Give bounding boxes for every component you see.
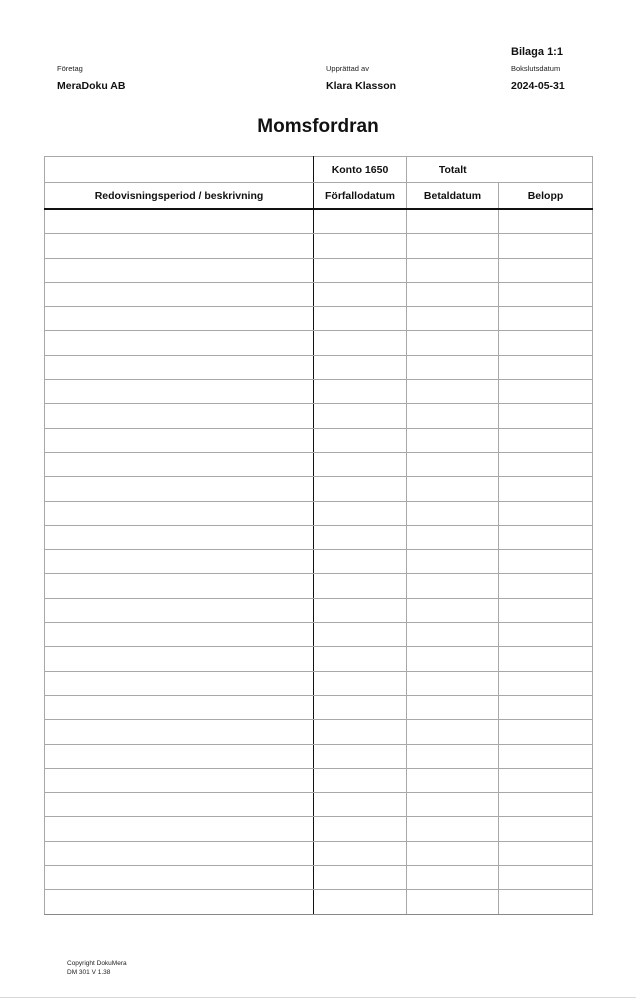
cell-due-date bbox=[314, 452, 407, 476]
cell-paid-date bbox=[407, 404, 499, 428]
cell-amount bbox=[499, 744, 593, 768]
cell-paid-date bbox=[407, 452, 499, 476]
cell-amount bbox=[499, 331, 593, 355]
table-row bbox=[45, 282, 593, 306]
cell-period bbox=[45, 331, 314, 355]
cell-due-date bbox=[314, 598, 407, 622]
cell-paid-date bbox=[407, 817, 499, 841]
cell-period bbox=[45, 598, 314, 622]
cell-amount bbox=[499, 817, 593, 841]
cell-amount bbox=[499, 793, 593, 817]
cell-paid-date bbox=[407, 768, 499, 792]
cell-paid-date bbox=[407, 695, 499, 719]
cell-due-date bbox=[314, 768, 407, 792]
cell-period bbox=[45, 550, 314, 574]
cell-due-date bbox=[314, 209, 407, 234]
cell-due-date bbox=[314, 623, 407, 647]
cell-paid-date bbox=[407, 744, 499, 768]
cell-amount bbox=[499, 647, 593, 671]
table-row bbox=[45, 768, 593, 792]
cell-period bbox=[45, 428, 314, 452]
column-header-due-date: Förfallodatum bbox=[314, 183, 407, 210]
cell-period bbox=[45, 307, 314, 331]
table-row bbox=[45, 234, 593, 258]
cell-due-date bbox=[314, 331, 407, 355]
cell-period bbox=[45, 477, 314, 501]
table-row bbox=[45, 501, 593, 525]
cell-paid-date bbox=[407, 355, 499, 379]
cell-due-date bbox=[314, 793, 407, 817]
cell-paid-date bbox=[407, 623, 499, 647]
cell-due-date bbox=[314, 428, 407, 452]
cell-paid-date bbox=[407, 501, 499, 525]
cell-period bbox=[45, 380, 314, 404]
column-header-period: Redovisningsperiod / beskrivning bbox=[45, 183, 314, 210]
table-row bbox=[45, 550, 593, 574]
table-header-row-columns bbox=[45, 183, 593, 210]
table-row bbox=[45, 209, 593, 234]
cell-period bbox=[45, 501, 314, 525]
cell-period bbox=[45, 768, 314, 792]
cell-period bbox=[45, 623, 314, 647]
header-empty-cell bbox=[45, 157, 314, 183]
cell-amount bbox=[499, 720, 593, 744]
table-row bbox=[45, 841, 593, 865]
cell-due-date bbox=[314, 647, 407, 671]
table-row bbox=[45, 890, 593, 914]
closing-date-label: Bokslutsdatum bbox=[511, 64, 561, 73]
cell-due-date bbox=[314, 404, 407, 428]
cell-paid-date bbox=[407, 866, 499, 890]
cell-period bbox=[45, 744, 314, 768]
cell-amount bbox=[499, 623, 593, 647]
cell-paid-date bbox=[407, 720, 499, 744]
cell-paid-date bbox=[407, 331, 499, 355]
cell-due-date bbox=[314, 282, 407, 306]
cell-paid-date bbox=[407, 647, 499, 671]
table-row bbox=[45, 355, 593, 379]
account-label: Konto 1650 bbox=[314, 157, 407, 183]
cell-due-date bbox=[314, 550, 407, 574]
cell-amount bbox=[499, 477, 593, 501]
table-row bbox=[45, 793, 593, 817]
table-row bbox=[45, 647, 593, 671]
table-row bbox=[45, 623, 593, 647]
cell-amount bbox=[499, 695, 593, 719]
header-empty-cell-right bbox=[499, 157, 593, 183]
table-row bbox=[45, 671, 593, 695]
table-row bbox=[45, 258, 593, 282]
cell-amount bbox=[499, 355, 593, 379]
table-row bbox=[45, 452, 593, 476]
cell-paid-date bbox=[407, 307, 499, 331]
cell-amount bbox=[499, 768, 593, 792]
cell-paid-date bbox=[407, 380, 499, 404]
cell-amount bbox=[499, 598, 593, 622]
closing-date-value: 2024-05-31 bbox=[511, 80, 565, 92]
column-header-paid-date: Betaldatum bbox=[407, 183, 499, 210]
cell-amount bbox=[499, 574, 593, 598]
cell-due-date bbox=[314, 501, 407, 525]
cell-period bbox=[45, 866, 314, 890]
ledger-body bbox=[45, 209, 593, 914]
cell-amount bbox=[499, 501, 593, 525]
cell-due-date bbox=[314, 258, 407, 282]
cell-amount bbox=[499, 404, 593, 428]
cell-paid-date bbox=[407, 234, 499, 258]
cell-amount bbox=[499, 525, 593, 549]
cell-period bbox=[45, 234, 314, 258]
cell-period bbox=[45, 574, 314, 598]
cell-due-date bbox=[314, 307, 407, 331]
table-row bbox=[45, 380, 593, 404]
version-text: DM 301 V 1.38 bbox=[67, 969, 111, 976]
cell-paid-date bbox=[407, 209, 499, 234]
appendix-label: Bilaga 1:1 bbox=[511, 46, 563, 58]
cell-amount bbox=[499, 209, 593, 234]
cell-due-date bbox=[314, 744, 407, 768]
page-title: Momsfordran bbox=[257, 116, 379, 137]
cell-period bbox=[45, 452, 314, 476]
cell-paid-date bbox=[407, 841, 499, 865]
table-row bbox=[45, 331, 593, 355]
table-header-row-top bbox=[45, 157, 593, 183]
cell-amount bbox=[499, 234, 593, 258]
cell-amount bbox=[499, 671, 593, 695]
company-value: MeraDoku AB bbox=[57, 80, 126, 92]
cell-paid-date bbox=[407, 282, 499, 306]
cell-due-date bbox=[314, 866, 407, 890]
cell-amount bbox=[499, 307, 593, 331]
cell-paid-date bbox=[407, 477, 499, 501]
cell-amount bbox=[499, 380, 593, 404]
cell-amount bbox=[499, 841, 593, 865]
cell-period bbox=[45, 404, 314, 428]
table-row bbox=[45, 866, 593, 890]
cell-period bbox=[45, 695, 314, 719]
company-label: Företag bbox=[57, 64, 83, 73]
cell-period bbox=[45, 817, 314, 841]
cell-paid-date bbox=[407, 793, 499, 817]
table-row bbox=[45, 817, 593, 841]
table-row bbox=[45, 477, 593, 501]
cell-amount bbox=[499, 258, 593, 282]
column-header-amount: Belopp bbox=[499, 183, 593, 210]
cell-amount bbox=[499, 428, 593, 452]
cell-paid-date bbox=[407, 525, 499, 549]
cell-period bbox=[45, 525, 314, 549]
table-row bbox=[45, 428, 593, 452]
cell-period bbox=[45, 793, 314, 817]
cell-paid-date bbox=[407, 598, 499, 622]
cell-paid-date bbox=[407, 258, 499, 282]
cell-due-date bbox=[314, 380, 407, 404]
cell-period bbox=[45, 282, 314, 306]
ledger-table bbox=[44, 156, 593, 915]
cell-due-date bbox=[314, 525, 407, 549]
cell-paid-date bbox=[407, 574, 499, 598]
table-row bbox=[45, 574, 593, 598]
cell-due-date bbox=[314, 695, 407, 719]
cell-due-date bbox=[314, 574, 407, 598]
cell-period bbox=[45, 258, 314, 282]
cell-period bbox=[45, 720, 314, 744]
cell-due-date bbox=[314, 890, 407, 914]
cell-amount bbox=[499, 282, 593, 306]
prepared-by-label: Upprättad av bbox=[326, 64, 369, 73]
cell-amount bbox=[499, 452, 593, 476]
cell-due-date bbox=[314, 234, 407, 258]
cell-period bbox=[45, 671, 314, 695]
table-row bbox=[45, 695, 593, 719]
table-row bbox=[45, 404, 593, 428]
copyright-text: Copyright DokuMera bbox=[67, 960, 127, 967]
cell-period bbox=[45, 209, 314, 234]
cell-period bbox=[45, 647, 314, 671]
cell-due-date bbox=[314, 720, 407, 744]
cell-due-date bbox=[314, 671, 407, 695]
cell-due-date bbox=[314, 841, 407, 865]
table-row bbox=[45, 525, 593, 549]
page-edge-divider bbox=[0, 997, 636, 998]
table-row bbox=[45, 720, 593, 744]
cell-paid-date bbox=[407, 671, 499, 695]
cell-amount bbox=[499, 890, 593, 914]
cell-due-date bbox=[314, 817, 407, 841]
cell-period bbox=[45, 890, 314, 914]
cell-due-date bbox=[314, 355, 407, 379]
prepared-by-value: Klara Klasson bbox=[326, 80, 397, 92]
table-row bbox=[45, 744, 593, 768]
cell-due-date bbox=[314, 477, 407, 501]
cell-period bbox=[45, 355, 314, 379]
table-row bbox=[45, 598, 593, 622]
cell-period bbox=[45, 841, 314, 865]
table-row bbox=[45, 307, 593, 331]
cell-paid-date bbox=[407, 428, 499, 452]
cell-paid-date bbox=[407, 550, 499, 574]
cell-amount bbox=[499, 550, 593, 574]
total-label: Totalt bbox=[407, 157, 499, 183]
cell-amount bbox=[499, 866, 593, 890]
cell-paid-date bbox=[407, 890, 499, 914]
